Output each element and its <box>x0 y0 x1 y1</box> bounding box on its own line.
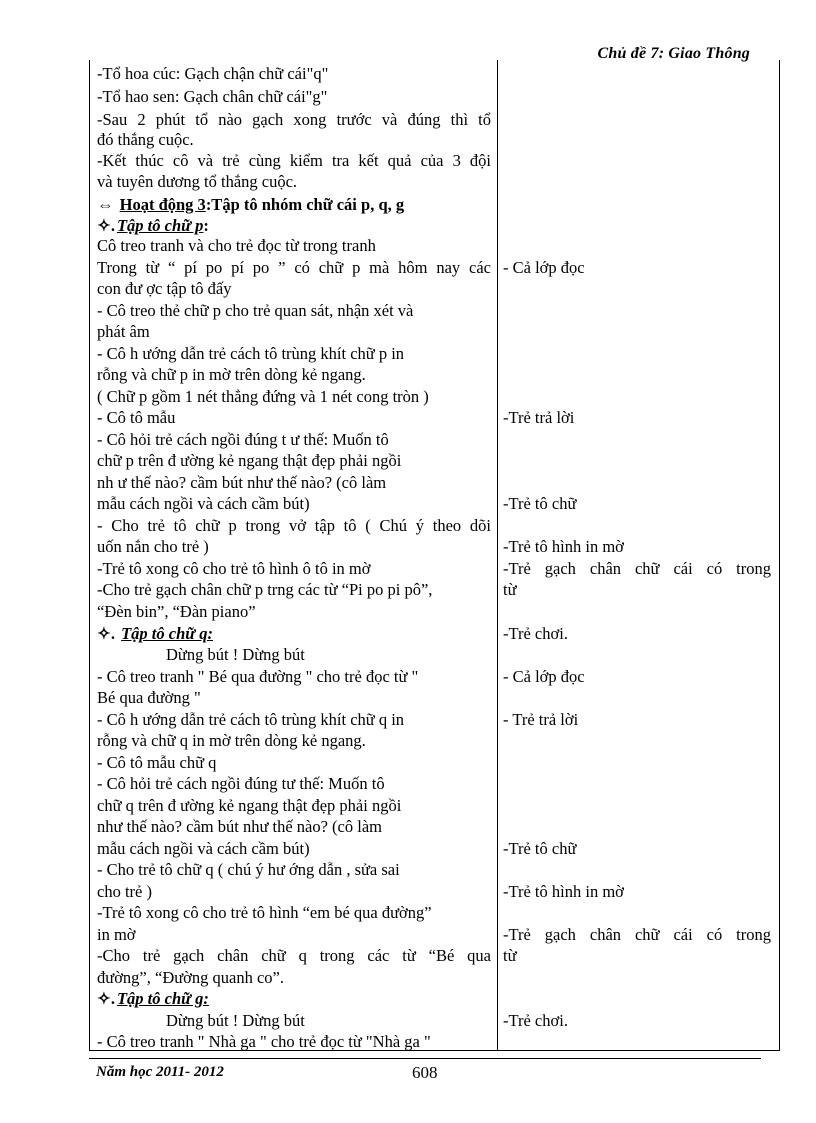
footer-school-year: Năm học 2011- 2012 <box>96 1064 224 1080</box>
four-point-star-icon: ✧. <box>97 624 115 643</box>
four-point-star-icon: ✧. <box>97 989 115 1008</box>
left-line: -Kết thúc cô và trẻ cùng kiểm tra kết quả của 3 đội <box>97 151 491 170</box>
left-line: -Sau 2 phút tổ nào gạch xong trước và đúng thì tổ <box>97 110 491 129</box>
left-line: phát âm <box>97 322 150 341</box>
activity-3-heading <box>97 195 404 215</box>
page-header-title: Chủ đề 7: Giao Thông <box>597 45 750 62</box>
column-divider <box>497 60 498 1051</box>
left-line: mẫu cách ngồi và cách cầm bút) <box>97 494 310 513</box>
left-line: và tuyên dương tổ thắng cuộc. <box>97 172 298 191</box>
right-line: -Trẻ trả lời <box>503 408 575 427</box>
section-p-label: Tập tô chữ p <box>116 216 204 235</box>
left-line: cho trẻ ) <box>97 882 152 901</box>
right-line: - Trẻ trả lời <box>503 710 579 729</box>
right-line: từ <box>503 580 517 599</box>
left-line: - Cô h ướng dẫn trẻ cách tô trùng khít chữ q in <box>97 710 405 729</box>
double-arrow-icon: ⇔ <box>97 195 114 214</box>
left-line: đường”, “Đường quanh co”. <box>97 968 284 987</box>
left-line: in mờ <box>97 925 136 944</box>
section-q-label: Tập tô chữ q: <box>121 624 213 643</box>
right-line: - Cả lớp đọc <box>503 258 585 277</box>
activity-3-label: Hoạt động 3 <box>119 195 206 214</box>
left-line: -Tổ hoa cúc: Gạch chận chữ cái"q" <box>97 64 329 83</box>
section-q-title <box>97 624 213 644</box>
section-p-title: ✧. Tập tô chữ p: <box>97 216 209 235</box>
left-line: - Cô tô mẫu <box>97 408 176 427</box>
left-line: mẫu cách ngồi và cách cầm bút) <box>97 839 310 858</box>
activity-3-text: :Tập tô nhóm chữ cái p, q, g <box>205 195 405 214</box>
right-line: -Trẻ gạch chân chữ cái có trong <box>503 559 771 578</box>
left-line: như thế nào? cầm bút như thế nào? (cô làm <box>97 817 382 836</box>
right-line: từ <box>503 946 517 965</box>
right-line: -Trẻ tô hình in mờ <box>503 537 624 556</box>
right-line: -Trẻ tô chữ <box>503 839 577 858</box>
section-g-label: Tập tô chữ g: <box>116 989 209 1008</box>
left-line: con đư ợc tập tô đấy <box>97 279 232 298</box>
left-line: Trong từ “ pí po pí po ” có chữ p mà hôm nay các <box>97 258 491 277</box>
left-line: chữ q trên đ ường kẻ ngang thật đẹp phải ngồi <box>97 796 402 815</box>
section-g-title <box>97 989 209 1009</box>
left-line: chữ p trên đ ường kẻ ngang thật đẹp phải ngồi <box>97 451 402 470</box>
right-line: -Trẻ gạch chân chữ cái có trong <box>503 925 771 944</box>
right-line: -Trẻ tô chữ <box>503 494 577 513</box>
right-line: -Trẻ chơi. <box>503 1011 568 1030</box>
left-line: - Cô treo tranh " Nhà ga " cho trẻ đọc từ "Nhà ga " <box>97 1032 431 1051</box>
right-line: -Trẻ tô hình in mờ <box>503 882 624 901</box>
right-line: - Cả lớp đọc <box>503 667 585 686</box>
left-line: - Cô hỏi trẻ cách ngồi đúng tư thế: Muốn tô <box>97 774 385 793</box>
footer-rule <box>89 1058 761 1059</box>
left-line: - Cô hỏi trẻ cách ngồi đúng t ư thế: Muốn tô <box>97 430 389 449</box>
left-line: -Cho trẻ gạch chân chữ p trng các từ “Pi po pi pô”, <box>97 580 433 599</box>
left-line: nh ư thế nào? cầm bút như thế nào? (cô làm <box>97 473 387 492</box>
right-line: -Trẻ chơi. <box>503 624 568 643</box>
four-point-star-icon: ✧. <box>97 216 115 235</box>
left-line: Bé qua đường " <box>97 688 201 707</box>
left-line: - Cho trẻ tô chữ q ( chú ý hư ớng dẫn , sửa sai <box>97 860 400 879</box>
left-line: ( Chữ p gồm 1 nét thẳng đứng và 1 nét cong tròn ) <box>97 387 429 406</box>
left-line: - Cho trẻ tô chữ p trong vở tập tô ( Chú ý theo dõi <box>97 516 491 535</box>
left-line: rỗng và chữ q in mờ trên dòng kẻ ngang. <box>97 731 366 750</box>
left-line: uốn nắn cho trẻ ) <box>97 537 209 556</box>
left-line: - Cô treo tranh " Bé qua đường " cho trẻ đọc từ " <box>97 667 419 686</box>
page-number: 608 <box>412 1063 438 1082</box>
left-line: Dừng bút ! Dừng bút <box>166 645 305 664</box>
left-line: “Đèn bin”, “Đàn piano” <box>97 602 256 621</box>
left-line: đó thắng cuộc. <box>97 130 194 149</box>
left-line: - Cô treo thẻ chữ p cho trẻ quan sát, nhận xét và <box>97 301 414 320</box>
left-line: -Trẻ tô xong cô cho trẻ tô hình ô tô in mờ <box>97 559 371 578</box>
left-line: rỗng và chữ p in mờ trên dòng kẻ ngang. <box>97 365 366 384</box>
left-line: - Cô tô mẫu chữ q <box>97 753 217 772</box>
left-line: -Cho trẻ gạch chân chữ q trong các từ “Bé qua <box>97 946 491 965</box>
left-line: -Tổ hao sen: Gạch chân chữ cái"g" <box>97 87 328 106</box>
left-line: Dừng bút ! Dừng bút <box>166 1011 305 1030</box>
left-line: -Trẻ tô xong cô cho trẻ tô hình “em bé qua đường” <box>97 903 432 922</box>
left-line: Cô treo tranh và cho trẻ đọc từ trong tranh <box>97 236 376 255</box>
left-line: - Cô h ướng dẫn trẻ cách tô trùng khít chữ p in <box>97 344 405 363</box>
